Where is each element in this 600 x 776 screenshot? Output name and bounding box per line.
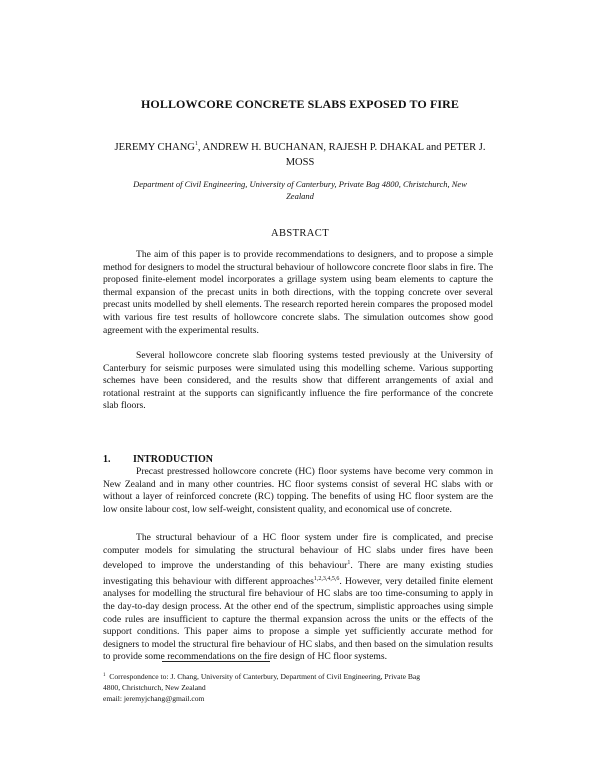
footnote-line-2: 4800, Christchurch, New Zealand (103, 682, 206, 692)
abstract-paragraph-1-text: The aim of this paper is to provide recommendations to designers, and to propose a simple method for designers to model the structural behaviour of hollowcore concrete floor slabs in fire. The proposed finite-element model incorporates a grillage system using beam elements to capture the thermal expansion of the precast units in both directions, with the topping concrete over several precast units modelled by shell elements. The research reported herein compares the proposed model with various fire test results of hollowcore concrete slabs. The simulation outcomes show good agreement with the experimental results. (103, 249, 493, 336)
abstract-paragraph-2 (103, 350, 493, 413)
footnote-email: email: jeremyjchang@gmail.com (103, 693, 205, 703)
intro-p2-part-a: The structural behaviour of a HC floor system under fire is complicated, and precise computer models for simulating the structural behaviour of HC slabs under fires have been developed to improve the understanding of this behaviour (103, 532, 493, 572)
intro-p2-part-b: . There are many existing studies investigating this behaviour with different approaches (103, 560, 494, 587)
intro-paragraph-1-text: Precast prestressed hollowcore concrete (HC) floor systems have become very common in New Zealand and in many other countries. HC floor systems consist of several HC slabs with or without a layer of reinforced concrete (RC) topping. The benefits of using HC floor system are the low onsite labour cost, low self-weight, consistent quality, and economical use of concrete. (103, 466, 493, 515)
abstract-heading: ABSTRACT (270, 228, 330, 239)
author-name-1: JEREMY CHANG (114, 142, 195, 153)
author-list (90, 137, 510, 170)
citation-ref-1: 1 (347, 560, 351, 567)
section-heading-introduction (103, 454, 213, 465)
author-names-last: MOSS (285, 157, 315, 168)
section-title: INTRODUCTION (133, 454, 214, 465)
paper-title: HOLLOWCORE CONCRETE SLABS EXPOSED TO FIRE (140, 97, 460, 111)
citation-ref-2: 1,2,3,4,5,6 (313, 575, 340, 582)
section-number: 1. (103, 454, 111, 465)
affiliation-line-1: Department of Civil Engineering, University of Canterbury, Private Bag 4800, Christchurch, New (133, 179, 467, 189)
footnote (103, 671, 503, 704)
affiliation (105, 178, 495, 202)
intro-paragraph-2-text (103, 532, 493, 664)
intro-p2-part-c: . However, very detailed finite element analyses for modelling the structural fire behaviour of HC slabs are too time-consuming to apply in the day-to-day design process. At the other end of the spectrum, simplistic approaches using simple code rules are insufficient to capture the thermal expansion across the units or the effects of the support conditions. This paper aims to propose a simple yet sufficiently accurate method for designers to model the structural fire behaviour of HC slabs, and then based on the simulation results to provide some recommendations on the fire design of HC floor systems. (103, 575, 493, 663)
footnote-mark: 1 (103, 673, 106, 678)
author-footnote-mark: 1 (194, 141, 198, 147)
affiliation-line-2: Zealand (286, 191, 314, 201)
footnote-text-1: Correspondence to: J. Chang, University of Canterbury, Department of Civil Engineering, Private Bag (109, 672, 421, 681)
abstract-paragraph-2-text: Several hollowcore concrete slab flooring systems tested previously at the University of Canterbury for seismic purposes were simulated using this modelling scheme. Various supporting schemes have been considered, and the results show that different arrangements of axial and rotational restraint at the supports can significantly influence the fire performance of the concrete slab floors. (103, 350, 493, 412)
intro-paragraph-1 (103, 466, 493, 516)
intro-paragraph-2 (103, 532, 493, 664)
footnote-line-1 (103, 671, 503, 683)
abstract-paragraph-1 (103, 249, 493, 337)
footnote-separator (162, 661, 270, 662)
author-names-rest: , ANDREW H. BUCHANAN, RAJESH P. DHAKAL and PETER J. (197, 142, 486, 153)
